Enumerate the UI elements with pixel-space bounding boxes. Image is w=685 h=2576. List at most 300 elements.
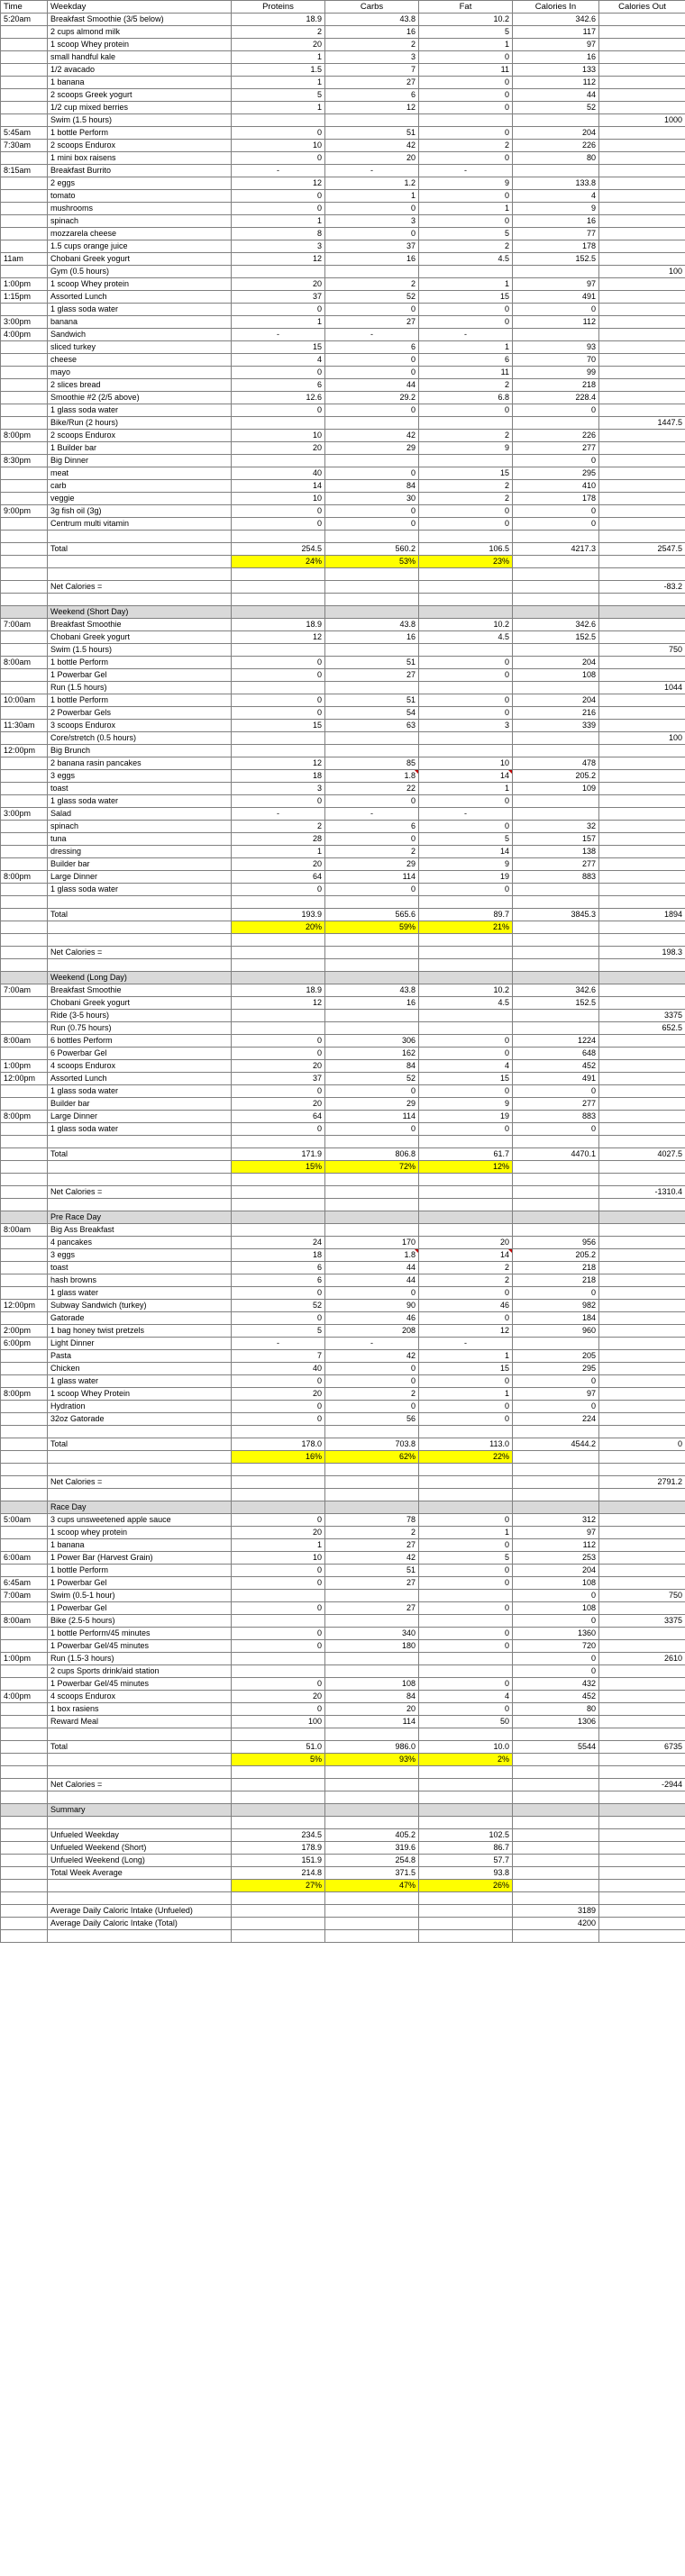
empty-cell [419, 1136, 513, 1148]
cell-time [1, 1703, 48, 1716]
cell-calories-in: 960 [513, 1325, 599, 1338]
empty-cell [599, 1918, 685, 1930]
cell-calories-out [599, 64, 685, 77]
cell-fat: 2 [419, 480, 513, 493]
cell-fat: 1 [419, 1527, 513, 1539]
empty-cell [599, 556, 685, 568]
cell-carbs: 85 [325, 757, 419, 770]
cell-proteins [232, 732, 325, 745]
cell-calories-in: 295 [513, 1363, 599, 1375]
percent-carbs: 72% [325, 1161, 419, 1174]
cell-time: 8:00am [1, 657, 48, 669]
cell-time: 7:30am [1, 140, 48, 152]
empty-cell [325, 531, 419, 543]
cell-calories-out [599, 39, 685, 51]
cell-calories-out [599, 1665, 685, 1678]
cell-proteins: 12 [232, 757, 325, 770]
cell-calories-out [599, 1678, 685, 1691]
average-intake-value: 4200 [513, 1918, 599, 1930]
cell-carbs: 0 [325, 833, 419, 846]
table-row [1, 997, 685, 1010]
column-header-fat: Fat [419, 1, 513, 14]
cell-fat: 0 [419, 884, 513, 896]
cell-calories-out [599, 657, 685, 669]
net-calories-value: 198.3 [599, 947, 685, 959]
cell-item: meat [48, 467, 232, 480]
cell-proteins: 0 [232, 1602, 325, 1615]
cell-fat: 0 [419, 127, 513, 140]
section-header-summary [1, 1804, 685, 1817]
cell-carbs: 51 [325, 657, 419, 669]
cell-time [1, 1918, 48, 1930]
spacer-row [1, 568, 685, 581]
cell-item: 1 glass soda water [48, 1085, 232, 1098]
cell-carbs [325, 682, 419, 694]
table-row [1, 1098, 685, 1111]
cell-calories-out [599, 1527, 685, 1539]
cell-item: Big Dinner [48, 455, 232, 467]
cell-time [1, 77, 48, 89]
empty-cell [513, 947, 599, 959]
cell-carbs: 27 [325, 1602, 419, 1615]
table-row [1, 858, 685, 871]
cell-time [1, 1628, 48, 1640]
cell-carbs [325, 1022, 419, 1035]
cell-proteins: 1 [232, 316, 325, 329]
cell-time: 1:00pm [1, 278, 48, 291]
empty-cell [325, 1186, 419, 1199]
cell-time [1, 1375, 48, 1388]
cell-item: Gatorade [48, 1312, 232, 1325]
cell-time: 2:00pm [1, 1325, 48, 1338]
net-calories-label: Net Calories = [48, 1186, 232, 1199]
cell-calories-out [599, 354, 685, 367]
cell-calories-in: 9 [513, 203, 599, 215]
empty-cell [1, 531, 48, 543]
table-row [1, 240, 685, 253]
cell-item: Breakfast Smoothie (3/5 below) [48, 14, 232, 26]
cell-calories-out [599, 669, 685, 682]
cell-item: 1 Powerbar Gel/45 minutes [48, 1678, 232, 1691]
cell-calories-in: 342.6 [513, 619, 599, 631]
cell-proteins: 18.9 [232, 14, 325, 26]
table-row [1, 1691, 685, 1703]
cell-calories-in: 1224 [513, 1035, 599, 1048]
table-row [1, 467, 685, 480]
empty-cell [599, 606, 685, 619]
empty-cell [232, 594, 325, 606]
cell-carbs: 12 [325, 102, 419, 114]
cell-fat: 9 [419, 858, 513, 871]
net-calories-value: -2944 [599, 1779, 685, 1791]
cell-time [1, 909, 48, 921]
summary-proteins: 234.5 [232, 1829, 325, 1842]
empty-cell [48, 921, 232, 934]
cell-calories-out [599, 329, 685, 341]
cell-carbs: 0 [325, 367, 419, 379]
cell-fat: 0 [419, 657, 513, 669]
cell-carbs [325, 1010, 419, 1022]
cell-time [1, 1123, 48, 1136]
cell-proteins [232, 114, 325, 127]
cell-proteins [232, 745, 325, 757]
table-row [1, 682, 685, 694]
cell-time [1, 1048, 48, 1060]
table-row [1, 1716, 685, 1728]
cell-time [1, 1022, 48, 1035]
table-row [1, 165, 685, 177]
cell-item: Centrum multi vitamin [48, 518, 232, 531]
cell-proteins: 1 [232, 51, 325, 64]
cell-calories-out: 100 [599, 732, 685, 745]
empty-cell [419, 1804, 513, 1817]
cell-proteins: 0 [232, 1123, 325, 1136]
empty-cell [599, 1489, 685, 1501]
cell-time [1, 1237, 48, 1249]
total-carbs: 986.0 [325, 1741, 419, 1754]
cell-fat: 1 [419, 39, 513, 51]
empty-cell [48, 1464, 232, 1476]
table-row [1, 1703, 685, 1716]
empty-cell [513, 606, 599, 619]
table-row [1, 657, 685, 669]
cell-fat: - [419, 329, 513, 341]
cell-time [1, 997, 48, 1010]
cell-carbs: 16 [325, 631, 419, 644]
cell-proteins: 6 [232, 1262, 325, 1274]
cell-item: 2 cups Sports drink/aid station [48, 1665, 232, 1678]
cell-calories-in: 80 [513, 152, 599, 165]
cell-fat [419, 1665, 513, 1678]
net-calories-row [1, 1779, 685, 1791]
cell-proteins: - [232, 808, 325, 821]
spacer-row [1, 934, 685, 947]
cell-proteins: 8 [232, 228, 325, 240]
cell-calories-out [599, 707, 685, 720]
empty-cell [325, 1426, 419, 1438]
cell-time [1, 1741, 48, 1754]
cell-fat: 0 [419, 304, 513, 316]
cell-time: 3:00pm [1, 316, 48, 329]
empty-cell [325, 606, 419, 619]
cell-item: Builder bar [48, 1098, 232, 1111]
empty-cell [599, 531, 685, 543]
empty-cell [419, 947, 513, 959]
empty-cell [599, 1791, 685, 1804]
macro-percent-row [1, 1161, 685, 1174]
cell-calories-out [599, 1325, 685, 1338]
empty-cell [325, 1464, 419, 1476]
empty-cell [325, 1199, 419, 1211]
cell-calories-out [599, 14, 685, 26]
table-row [1, 102, 685, 114]
macro-percent-row [1, 1451, 685, 1464]
cell-carbs: 51 [325, 1565, 419, 1577]
cell-time: 5:45am [1, 127, 48, 140]
empty-cell [513, 1779, 599, 1791]
cell-time [1, 1274, 48, 1287]
cell-proteins: - [232, 1338, 325, 1350]
cell-time [1, 266, 48, 278]
cell-item: 3 scoops Endurox [48, 720, 232, 732]
cell-calories-in: 720 [513, 1640, 599, 1653]
cell-proteins: 18 [232, 1249, 325, 1262]
cell-time: 7:00am [1, 619, 48, 631]
cell-proteins: 0 [232, 505, 325, 518]
cell-calories-in: 218 [513, 1274, 599, 1287]
cell-carbs: 54 [325, 707, 419, 720]
empty-cell [513, 1892, 599, 1905]
cell-calories-out [599, 984, 685, 997]
cell-carbs: 180 [325, 1640, 419, 1653]
cell-calories-in [513, 266, 599, 278]
cell-time: 1:15pm [1, 291, 48, 304]
table-row [1, 203, 685, 215]
table-row [1, 404, 685, 417]
cell-time [1, 1350, 48, 1363]
cell-item: Light Dinner [48, 1338, 232, 1350]
cell-proteins: 18 [232, 770, 325, 783]
cell-carbs: 1.8 [325, 770, 419, 783]
section-title: Weekend (Long Day) [48, 972, 232, 984]
cell-proteins [232, 455, 325, 467]
cell-item: 1 banana [48, 77, 232, 89]
cell-calories-out [599, 821, 685, 833]
cell-proteins: 1 [232, 215, 325, 228]
cell-proteins: 5 [232, 89, 325, 102]
cell-fat: 0 [419, 694, 513, 707]
empty-cell [419, 1791, 513, 1804]
empty-cell [513, 1829, 599, 1842]
empty-cell [48, 1892, 232, 1905]
cell-proteins: 12 [232, 253, 325, 266]
cell-time [1, 89, 48, 102]
cell-fat: 1 [419, 1350, 513, 1363]
cell-time [1, 518, 48, 531]
cell-time: 8:00am [1, 1224, 48, 1237]
cell-calories-in: 80 [513, 1703, 599, 1716]
empty-cell [599, 1855, 685, 1867]
cell-proteins: 3 [232, 240, 325, 253]
empty-cell [599, 1930, 685, 1943]
cell-proteins: 0 [232, 795, 325, 808]
cell-carbs: 42 [325, 1350, 419, 1363]
cell-carbs: - [325, 165, 419, 177]
cell-calories-in: 112 [513, 77, 599, 89]
total-proteins: 171.9 [232, 1148, 325, 1161]
cell-fat: 5 [419, 1552, 513, 1565]
cell-calories-in: 205.2 [513, 1249, 599, 1262]
cell-calories-in [513, 795, 599, 808]
spacer-row [1, 1728, 685, 1741]
cell-carbs: 43.8 [325, 14, 419, 26]
empty-cell [325, 1779, 419, 1791]
empty-cell [325, 1791, 419, 1804]
empty-cell [1, 1791, 48, 1804]
cell-time [1, 102, 48, 114]
cell-proteins [232, 1224, 325, 1237]
cell-time: 8:00pm [1, 871, 48, 884]
cell-fat: 4.5 [419, 997, 513, 1010]
cell-calories-out [599, 1048, 685, 1060]
table-row [1, 808, 685, 821]
empty-cell [599, 1905, 685, 1918]
empty-cell [232, 1211, 325, 1224]
table-row [1, 518, 685, 531]
table-row [1, 1602, 685, 1615]
cell-item: 2 scoops Greek yogurt [48, 89, 232, 102]
cell-calories-out [599, 1123, 685, 1136]
empty-cell [325, 959, 419, 972]
empty-cell [1, 1136, 48, 1148]
cell-time [1, 783, 48, 795]
cell-calories-in: 0 [513, 455, 599, 467]
cell-proteins: 10 [232, 1552, 325, 1565]
cell-carbs: 306 [325, 1035, 419, 1048]
table-row [1, 1224, 685, 1237]
empty-cell [232, 531, 325, 543]
section-header-weekend_short [1, 606, 685, 619]
percent-carbs: 59% [325, 921, 419, 934]
table-row [1, 266, 685, 278]
cell-proteins: 0 [232, 203, 325, 215]
cell-carbs: 114 [325, 1111, 419, 1123]
empty-cell [419, 531, 513, 543]
table-row [1, 392, 685, 404]
cell-time: 4:00pm [1, 329, 48, 341]
cell-fat [419, 644, 513, 657]
empty-cell [232, 1174, 325, 1186]
cell-proteins: 28 [232, 833, 325, 846]
cell-carbs: 27 [325, 1577, 419, 1590]
cell-item: 1.5 cups orange juice [48, 240, 232, 253]
cell-item: 4 pancakes [48, 1237, 232, 1249]
average-intake-row [1, 1918, 685, 1930]
cell-calories-out [599, 1565, 685, 1577]
cell-carbs: 42 [325, 140, 419, 152]
percent-proteins: 24% [232, 556, 325, 568]
cell-fat: 12 [419, 1325, 513, 1338]
cell-calories-out [599, 1312, 685, 1325]
cell-item: Chobani Greek yogurt [48, 253, 232, 266]
cell-carbs: 208 [325, 1325, 419, 1338]
empty-cell [599, 1451, 685, 1464]
cell-calories-out [599, 1628, 685, 1640]
empty-cell [325, 1905, 419, 1918]
cell-calories-out [599, 1640, 685, 1653]
cell-item: 1 glass soda water [48, 404, 232, 417]
table-row [1, 644, 685, 657]
cell-carbs: 0 [325, 228, 419, 240]
cell-time [1, 1640, 48, 1653]
table-row [1, 1262, 685, 1274]
total-row [1, 1438, 685, 1451]
empty-cell [599, 1728, 685, 1741]
cell-fat: 0 [419, 1287, 513, 1300]
cell-proteins: 10 [232, 430, 325, 442]
cell-fat: 0 [419, 1640, 513, 1653]
cell-calories-out [599, 127, 685, 140]
cell-calories-out [599, 467, 685, 480]
cell-carbs: 0 [325, 1375, 419, 1388]
percent-carbs: 62% [325, 1451, 419, 1464]
cell-time [1, 1842, 48, 1855]
cell-proteins: 20 [232, 39, 325, 51]
cell-calories-out [599, 341, 685, 354]
cell-carbs: 0 [325, 1085, 419, 1098]
cell-calories-out: 1000 [599, 114, 685, 127]
empty-cell [325, 1211, 419, 1224]
cell-fat: 2 [419, 1274, 513, 1287]
average-intake-label: Average Daily Caloric Intake (Total) [48, 1918, 232, 1930]
cell-calories-out [599, 858, 685, 871]
cell-item: Chobani Greek yogurt [48, 997, 232, 1010]
cell-proteins: 52 [232, 1300, 325, 1312]
cell-fat: 20 [419, 1237, 513, 1249]
cell-item: 4 scoops Endurox [48, 1691, 232, 1703]
empty-cell [513, 1817, 599, 1829]
section-header-pre_race [1, 1211, 685, 1224]
cell-fat [419, 745, 513, 757]
cell-calories-in: 0 [513, 518, 599, 531]
cell-fat: 3 [419, 720, 513, 732]
summary-proteins: 178.9 [232, 1842, 325, 1855]
cell-calories-out [599, 1602, 685, 1615]
empty-cell [419, 1199, 513, 1211]
cell-fat: 0 [419, 669, 513, 682]
cell-fat: 1 [419, 278, 513, 291]
net-calories-row [1, 581, 685, 594]
cell-carbs [325, 1615, 419, 1628]
cell-calories-out [599, 291, 685, 304]
cell-item: 1 box rasiens [48, 1703, 232, 1716]
table-row [1, 1590, 685, 1602]
cell-item: 2 slices bread [48, 379, 232, 392]
cell-time: 11am [1, 253, 48, 266]
column-header-carbs: Carbs [325, 1, 419, 14]
cell-calories-in [513, 644, 599, 657]
cell-carbs: 6 [325, 89, 419, 102]
cell-calories-in: 0 [513, 1375, 599, 1388]
empty-cell [513, 972, 599, 984]
table-row [1, 127, 685, 140]
table-row [1, 316, 685, 329]
cell-carbs: 44 [325, 1274, 419, 1287]
cell-carbs: 0 [325, 354, 419, 367]
percent-carbs: 53% [325, 556, 419, 568]
cell-time [1, 1779, 48, 1791]
cell-proteins: 1 [232, 77, 325, 89]
cell-calories-out [599, 518, 685, 531]
net-calories-value: 2791.2 [599, 1476, 685, 1489]
empty-cell [232, 1476, 325, 1489]
cell-calories-in: 342.6 [513, 14, 599, 26]
cell-time [1, 1565, 48, 1577]
empty-cell [232, 959, 325, 972]
cell-carbs: 29 [325, 858, 419, 871]
cell-carbs: 2 [325, 1388, 419, 1401]
section-header-weekend_long [1, 972, 685, 984]
cell-item: small handful kale [48, 51, 232, 64]
cell-proteins: 15 [232, 720, 325, 732]
cell-time [1, 404, 48, 417]
cell-carbs: 0 [325, 505, 419, 518]
cell-time [1, 1451, 48, 1464]
cell-calories-out [599, 253, 685, 266]
cell-carbs: 30 [325, 493, 419, 505]
cell-item: Builder bar [48, 858, 232, 871]
cell-item: toast [48, 1262, 232, 1274]
